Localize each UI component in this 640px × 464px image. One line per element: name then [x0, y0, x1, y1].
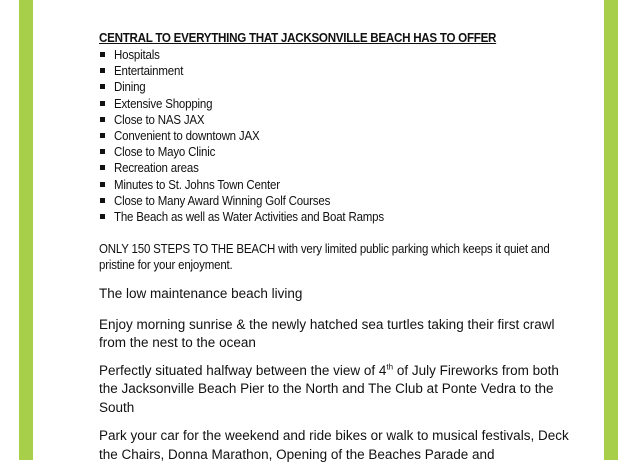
- festivals-paragraph: Park your car for the weekend and ride bikes or walk to musical festivals, Deck the Chairs, Donna Marathon, Opening of the Beaches Parade and: [99, 428, 569, 462]
- right-border-stripe: [604, 0, 618, 460]
- list-item: Hospitals: [99, 47, 559, 63]
- list-item: Minutes to St. Johns Town Center: [99, 177, 559, 193]
- bullet-square-icon: [100, 84, 105, 89]
- list-item: Entertainment: [99, 63, 559, 79]
- amenities-list: [99, 47, 559, 225]
- list-item: Close to NAS JAX: [99, 112, 559, 128]
- bullet-square-icon: [100, 165, 105, 170]
- bullet-square-icon: [100, 117, 105, 122]
- sunrise-paragraph: Enjoy morning sunrise & the newly hatched sea turtles taking their first crawl from the nest to the ocean: [99, 316, 555, 351]
- list-item: Dining: [99, 79, 559, 95]
- left-border-stripe: [19, 0, 33, 460]
- bullet-square-icon: [100, 133, 105, 138]
- section-heading: CENTRAL TO EVERYTHING THAT JACKSONVILLE BEACH HAS TO OFFER: [99, 31, 497, 45]
- document-page: [33, 0, 604, 460]
- bullet-square-icon: [100, 52, 105, 57]
- list-item: Close to Many Award Winning Golf Courses: [99, 193, 559, 209]
- bullet-square-icon: [100, 214, 105, 219]
- document-content: [99, 30, 569, 464]
- bullet-square-icon: [100, 101, 105, 106]
- steps-to-beach-text: ONLY 150 STEPS TO THE BEACH with very limited public parking which keeps it quiet and pristine for your enjoyment.: [99, 242, 550, 273]
- list-item: Close to Mayo Clinic: [99, 144, 559, 160]
- bullet-square-icon: [100, 198, 105, 203]
- bullet-square-icon: [100, 182, 105, 187]
- list-item: Extensive Shopping: [99, 96, 559, 112]
- list-item: Convenient to downtown JAX: [99, 128, 559, 144]
- list-item: The Beach as well as Water Activities and Boat Ramps: [99, 209, 559, 225]
- maintenance-paragraph: The low maintenance beach living: [99, 286, 303, 302]
- fireworks-paragraph: Perfectly situated halfway between the view of 4th of July Fireworks from both the Jacksonville Beach Pier to the North and The Club at Ponte Vedra to the South: [99, 362, 559, 415]
- bullet-square-icon: [100, 149, 105, 154]
- list-item: Recreation areas: [99, 160, 559, 176]
- bullet-square-icon: [100, 68, 105, 73]
